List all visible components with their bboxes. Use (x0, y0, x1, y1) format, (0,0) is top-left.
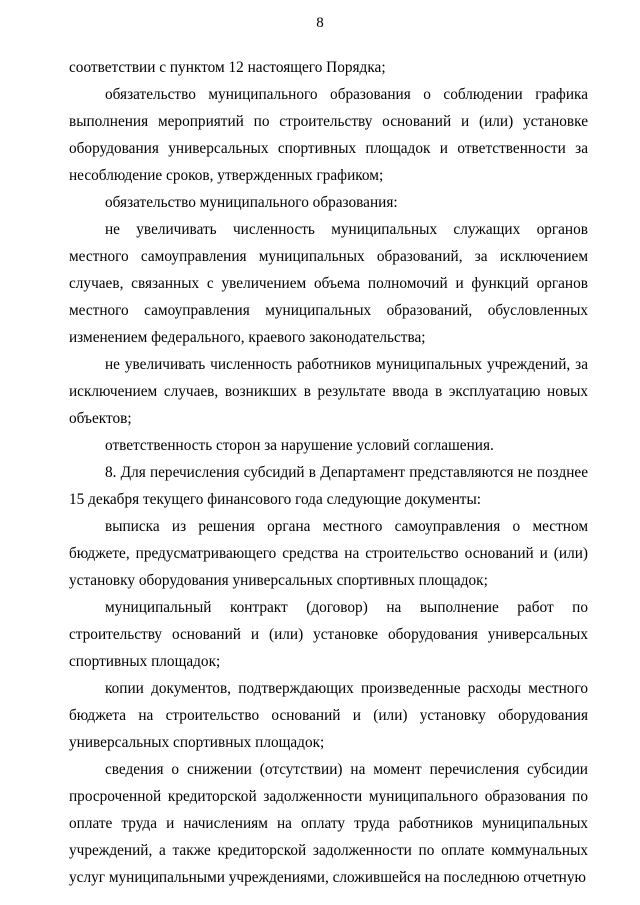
document-body (69, 54, 588, 891)
paragraph-expense-copies: копии документов, подтверждающих произведенные расходы местного бюджета на строительство оснований и (или) установку оборудования универсальных спортивных площадок; (69, 680, 588, 751)
paragraph-municipal-obligation: обязательство муниципального образования: (105, 194, 398, 211)
paragraph-staff-limit: не увеличивать численность муниципальных служащих органов местного самоуправления муниципальных образований, за исключением случаев, связанных с увеличением объема полномочий и функций органов местного самоуправления муниципальных образований, обусловленных изменением федерального, краевого законодательства; (69, 221, 588, 346)
paragraph-budget-extract: выписка из решения органа местного самоуправления о местном бюджете, предусматривающего средства на строительство оснований и (или) установку оборудования универсальных спортивных площадок; (69, 518, 588, 589)
paragraph-section-8: 8. Для перечисления субсидий в Департамент представляются не позднее 15 декабря текущего финансового года следующие документы: (69, 464, 588, 508)
paragraph-workers-limit: не увеличивать численность работников муниципальных учреждений, за исключением случаев, возникших в результате ввода в эксплуатацию новых объектов; (69, 356, 588, 427)
paragraph-debt-info: сведения о снижении (отсутствии) на момент перечисления субсидии просроченной кредиторской задолженности муниципального образования по оплате труда и начислениям на оплату труда работников муниципальных учреждений, а также кредиторской задолженности по оплате коммунальных услуг муниципальными учреждениями, сложившейся на последнюю отчетную (69, 761, 588, 886)
page-number: 8 (316, 15, 324, 31)
paragraph-responsibility: ответственность сторон за нарушение условий соглашения. (105, 437, 494, 454)
paragraph-continuation: соответствии с пунктом 12 настоящего Порядка; (69, 59, 386, 76)
paragraph-municipal-contract: муниципальный контракт (договор) на выполнение работ по строительству оснований и (или) установке оборудования универсальных спортивных площадок; (69, 599, 588, 670)
paragraph-schedule-obligation: обязательство муниципального образования о соблюдении графика выполнения мероприятий по строительству оснований и (или) установке оборудования универсальных спортивных площадок и ответственности за несоблюдение сроков, утвержденных графиком; (69, 86, 588, 184)
